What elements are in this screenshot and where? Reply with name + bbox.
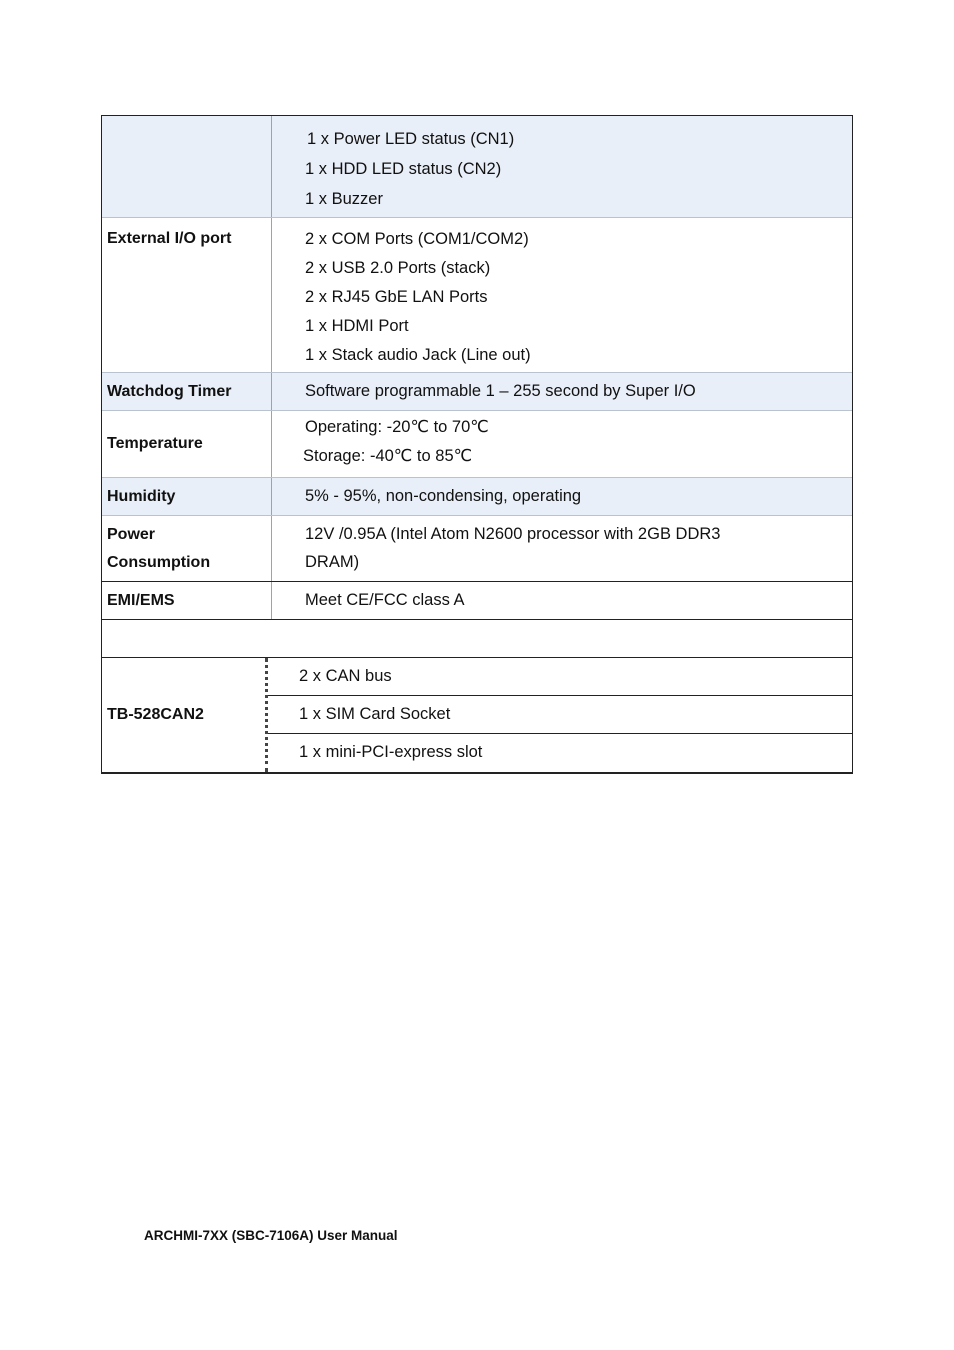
addon-board-items xyxy=(268,658,852,772)
spec-label xyxy=(102,516,272,581)
addon-board-item: 1 x SIM Card Socket xyxy=(268,696,852,734)
spec-value-cell xyxy=(272,478,852,515)
spec-value-cell xyxy=(272,411,852,477)
spec-label: Humidity xyxy=(102,478,272,515)
spec-row-temperature xyxy=(102,411,852,478)
spec-label-line: Power xyxy=(107,526,156,543)
spec-value-line: 1 x Buzzer xyxy=(305,190,383,208)
spec-row-emi xyxy=(102,582,852,620)
spec-value-line: 2 x USB 2.0 Ports (stack) xyxy=(305,259,491,277)
spec-label: Watchdog Timer xyxy=(102,373,272,410)
addon-board-row xyxy=(102,658,852,772)
addon-board-label: TB-528CAN2 xyxy=(102,658,268,772)
spec-value-line: Software programmable 1 – 255 second by Super I/O xyxy=(305,382,696,400)
spec-value-cell xyxy=(272,373,852,410)
spec-row-external-io xyxy=(102,218,852,373)
spec-label: External I/O port xyxy=(102,218,272,372)
spec-label-empty xyxy=(102,116,272,217)
spec-label-line: Consumption xyxy=(107,554,211,571)
spec-value-cell xyxy=(272,116,852,217)
spec-row-indicators xyxy=(102,116,852,218)
spec-value-line: 1 x HDMI Port xyxy=(305,317,409,335)
specification-table xyxy=(101,115,853,774)
addon-board-item: 1 x mini-PCI-express slot xyxy=(299,743,483,761)
page-footer: ARCHMI-7XX (SBC-7106A) User Manual xyxy=(144,1228,398,1243)
addon-board-item: 2 x CAN bus xyxy=(268,658,852,696)
spec-value-cell xyxy=(272,516,852,581)
spec-value-line: 2 x RJ45 GbE LAN Ports xyxy=(305,288,488,306)
spec-row-watchdog xyxy=(102,373,852,411)
spec-value-line: Meet CE/FCC class A xyxy=(305,591,465,609)
spec-value-line: Storage: -40℃ to 85℃ xyxy=(303,447,473,465)
spec-value-line: 5% - 95%, non-condensing, operating xyxy=(305,487,582,505)
spec-value-cell xyxy=(272,218,852,372)
spec-label: Temperature xyxy=(102,411,272,477)
spec-value-line: 2 x COM Ports (COM1/COM2) xyxy=(305,230,529,248)
spec-row-blank xyxy=(102,620,852,658)
spec-value-line: 1 x Stack audio Jack (Line out) xyxy=(305,346,531,364)
spec-value-line: Operating: -20℃ to 70℃ xyxy=(305,418,489,436)
spec-row-humidity xyxy=(102,478,852,516)
spec-value-line: 12V /0.95A (Intel Atom N2600 processor with 2GB DDR3 DRAM) xyxy=(305,525,721,571)
spec-value-line: 1 x HDD LED status (CN2) xyxy=(305,160,502,178)
spec-label: EMI/EMS xyxy=(102,582,272,619)
spec-value-cell xyxy=(272,582,852,619)
spec-row-power xyxy=(102,516,852,582)
spec-value-line: 1 x Power LED status (CN1) xyxy=(307,130,515,148)
